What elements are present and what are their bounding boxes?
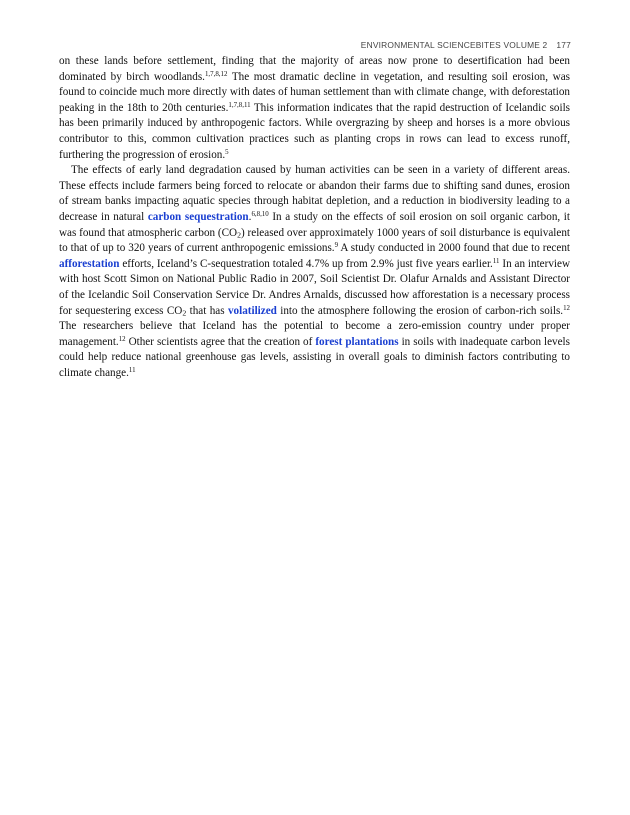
chemical-subscript: 2 — [237, 230, 242, 240]
glossary-link[interactable]: carbon sequestration — [147, 210, 249, 223]
citation-superscript: 12 — [563, 304, 570, 312]
text-run: ) released over approximately 1000 years of soil disturbance is equivalent to that of up to 320 years of current anthropogenic emissions. — [59, 226, 570, 255]
text-run: A study conducted in 2000 found that due to recent — [338, 242, 570, 255]
glossary-link[interactable]: volatilized — [227, 304, 277, 317]
page-number: 177 — [556, 40, 571, 50]
citation-superscript: 9 — [334, 242, 339, 250]
text-run: The researchers believe that Iceland has the potential to become a zero-emission country under proper management. — [59, 320, 570, 348]
text-run: The effects of early land degradation caused by human activities can be seen in a variety of different areas. These effects include farmers being forced to relocate or abandon their farms due to shifting sand dunes, erosion of stream banks impacting aquatic species through habitat depletion, and a reduction in biodiversity leading to a decrease in natural — [59, 164, 570, 223]
citation-superscript: 11 — [128, 367, 136, 375]
body-text — [59, 54, 570, 381]
running-header — [361, 40, 571, 50]
glossary-link[interactable]: afforestation — [59, 257, 120, 270]
running-title: ENVIRONMENTAL SCIENCEBITES VOLUME 2 — [360, 40, 548, 50]
citation-superscript: 1,7,8,12 — [204, 70, 228, 78]
text-run: This information indicates that the rapid destruction of Icelandic soils has been primarily induced by anthropogenic factors. While overgrazing by sheep and horses is a more obvious contributor to this, common cultivation practices such as planting crops in rows can lead to excess runoff, furthering the progression of erosion. — [59, 101, 570, 161]
text-run: The most dramatic decline in vegetation, and resulting soil erosion, was found to coincide much more directly with dates of human settlement than with climate change, with deforestation peaking in the 18th to 20th centuries. — [59, 70, 570, 114]
citation-superscript: 1,7,8,11 — [228, 101, 251, 109]
text-run: efforts, Iceland’s C-sequestration totaled 4.7% up from 2.9% just five years earlier. — [119, 257, 493, 270]
paragraph-1 — [59, 54, 570, 163]
citation-superscript: 5 — [225, 148, 229, 156]
text-run: in soils with inadequate carbon levels could help reduce national greenhouse gas levels, assisting in overall goals to diminish factors contributing to climate change. — [59, 335, 570, 379]
text-run: Other scientists agree that the creation of — [125, 335, 316, 348]
text-run: into the atmosphere following the erosion of carbon-rich soils. — [276, 304, 564, 317]
paragraph-2 — [59, 163, 570, 381]
text-run: that has — [186, 304, 228, 317]
citation-superscript: 6,8,10 — [251, 211, 269, 219]
chemical-subscript: 2 — [182, 308, 187, 318]
glossary-link[interactable]: forest plantations — [315, 335, 399, 348]
citation-superscript: 11 — [492, 257, 500, 265]
text-run: In a study on the effects of soil erosion on soil organic carbon, it was found that atmospheric carbon (CO — [59, 210, 570, 239]
text-run: . — [248, 210, 252, 223]
text-run: on these lands before settlement, finding that the majority of areas now prone to desertification had been dominated by birch woodlands. — [59, 55, 570, 83]
text-run: In an interview with host Scott Simon on National Public Radio in 2007, Soil Scientist Dr. Olafur Arnalds and Assistant Director of the Icelandic Soil Conservation Service Dr. Andres Arnalds, discussed how afforestation is a necessary process for sequestering excess CO — [59, 257, 570, 317]
citation-superscript: 12 — [118, 335, 126, 343]
